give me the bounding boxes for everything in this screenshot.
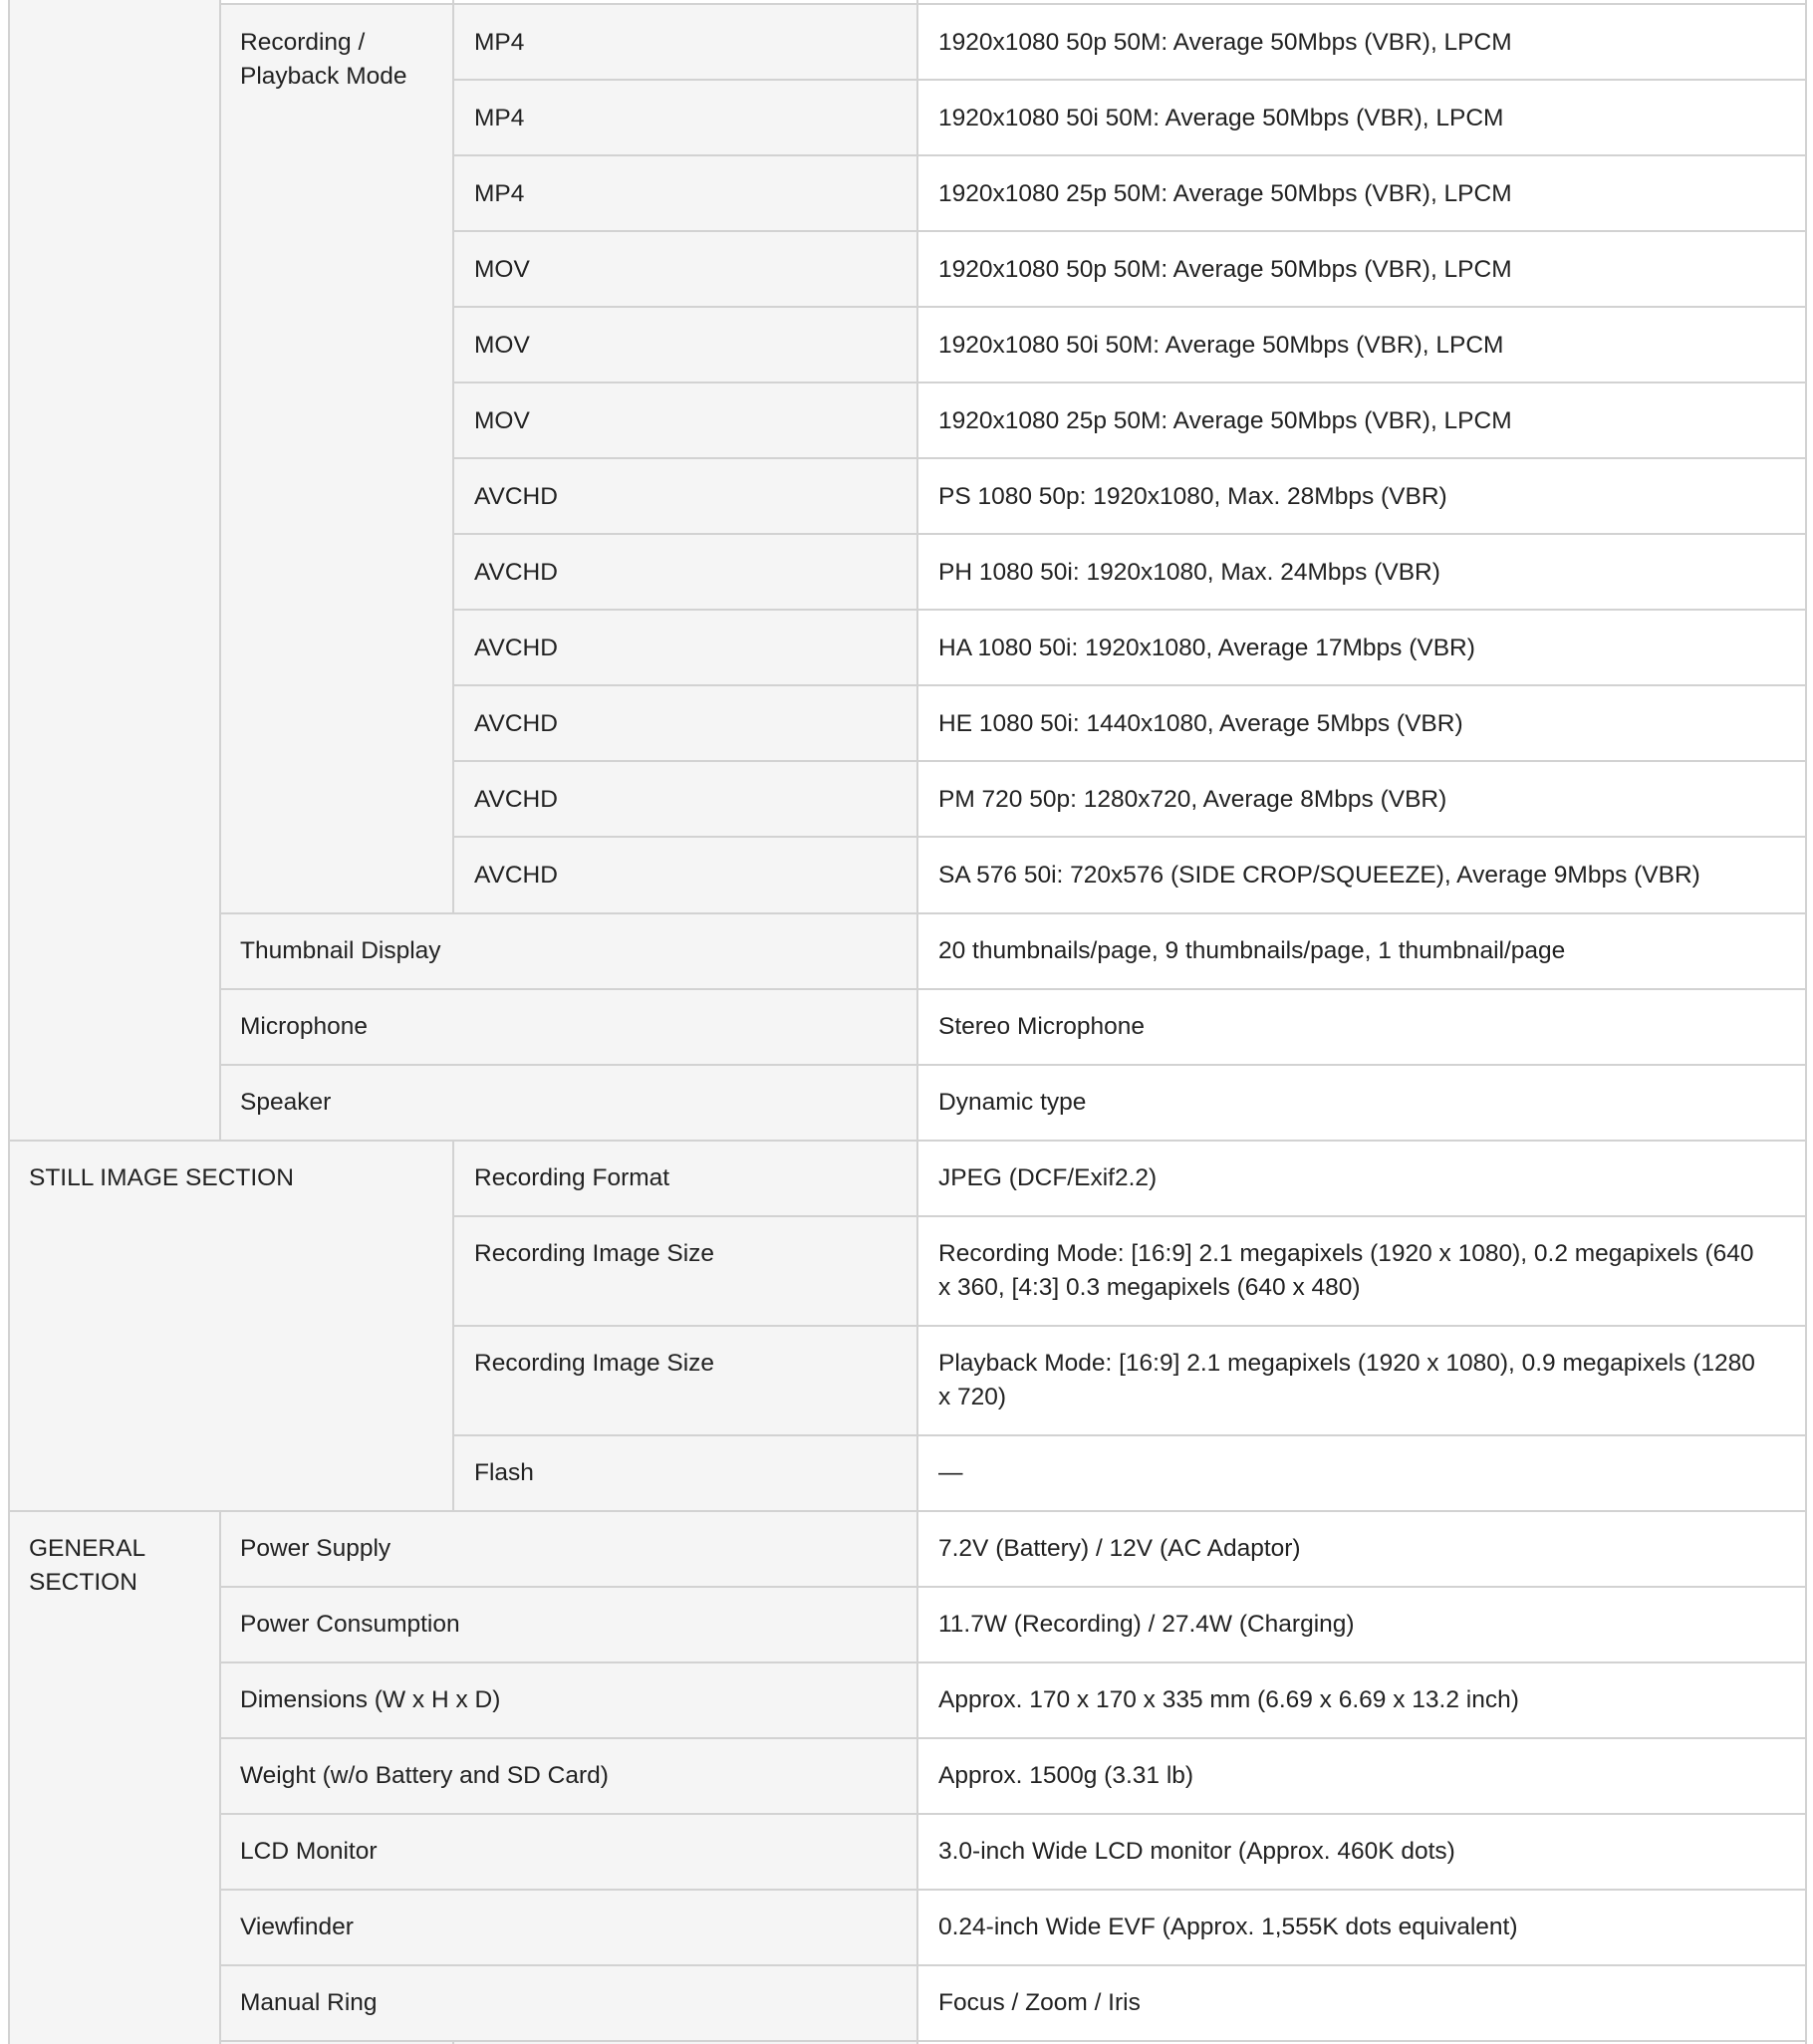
spec-value-cell: 7.2V (Battery) / 12V (AC Adaptor) [918,1510,1807,1586]
row-divider [454,836,1807,838]
video-section-header [10,0,221,1142]
spec-label-cell: Dimensions (W x H x D) [221,1661,918,1737]
row-divider [8,1140,1807,1142]
format-cell: AVCHD [454,610,918,685]
spec-value-cell: 1920x1080 50p 50M: Average 50Mbps (VBR), LPCM [918,231,1807,307]
format-cell: MP4 [454,155,918,231]
format-cell: AVCHD [454,837,918,912]
spec-label-cell: Power Consumption [221,1586,918,1661]
row-divider [454,1434,1807,1436]
spec-value-cell: 1920x1080 50i 50M: Average 50Mbps (VBR), LPCM [918,307,1807,383]
spec-label-cell: Microphone [221,988,918,1064]
row-divider [8,1510,1807,1512]
spec-value-cell: 3.0-inch Wide LCD monitor (Approx. 460K dots) [918,1813,1807,1889]
recording-playback-mode-label: Recording / Playback Mode [221,4,454,914]
spec-label-cell: Speaker [221,1064,918,1140]
row-divider [221,1661,1807,1663]
row-divider [454,1325,1807,1327]
spec-label-cell: Recording Format [454,1140,918,1215]
row-divider [221,1813,1807,1815]
spec-label-cell: LCD Monitor [221,1813,918,1889]
row-divider [221,1889,1807,1891]
spec-label-cell: Manual Ring [221,1964,918,2040]
spec-value-cell: HA 1080 50i: 1920x1080, Average 17Mbps (VBR) [918,610,1807,685]
row-divider [454,306,1807,308]
general-section-title: GENERAL SECTION [10,1510,221,2044]
format-cell: MOV [454,383,918,458]
spec-value-cell: 1920x1080 50i 50M: Average 50Mbps (VBR), LPCM [918,80,1807,155]
spec-label-cell: Thumbnail Display [221,912,918,988]
spec-label-cell: Recording Image Size [454,1215,918,1325]
row-divider [454,760,1807,762]
column-divider [219,0,221,1142]
spec-value-cell: SA 576 50i: 720x576 (SIDE CROP/SQUEEZE), Average 9Mbps (VBR) [918,837,1807,912]
format-cell: MP4 [454,80,918,155]
format-cell: MOV [454,231,918,307]
format-cell: MP4 [454,4,918,80]
row-divider [221,2040,1807,2042]
spec-label-cell: Flash [454,1434,918,1510]
row-divider [221,1586,1807,1588]
row-divider [454,79,1807,81]
row-divider [221,988,1807,990]
format-cell: MOV [454,307,918,383]
still-image-section-title: STILL IMAGE SECTION [10,1140,454,1510]
spec-value-cell: Stereo Microphone [918,988,1807,1064]
spec-value-cell: Approx. 1500g (3.31 lb) [918,1737,1807,1813]
spec-value-cell: Focus / Zoom / Iris [918,1964,1807,2040]
spec-label-cell: Viewfinder [221,1889,918,1964]
spec-value-cell: 1920x1080 25p 50M: Average 50Mbps (VBR), LPCM [918,383,1807,458]
row-divider [454,154,1807,156]
format-cell: AVCHD [454,685,918,761]
row-divider [454,533,1807,535]
table-border-left [8,0,10,2044]
row-divider [454,382,1807,383]
spec-value-cell: Approx. 170 x 170 x 335 mm (6.69 x 6.69 x 13.2 inch) [918,1661,1807,1737]
spec-value-cell: 1920x1080 50p 50M: Average 50Mbps (VBR), LPCM [918,4,1807,80]
format-cell: AVCHD [454,761,918,837]
spec-value-cell: PH 1080 50i: 1920x1080, Max. 24Mbps (VBR) [918,534,1807,610]
spec-label-cell: Recording Image Size [454,1325,918,1434]
spec-value-cell: 11.7W (Recording) / 27.4W (Charging) [918,1586,1807,1661]
row-divider [221,912,1807,914]
row-divider [454,684,1807,686]
spec-value-cell: Dynamic type [918,1064,1807,1140]
spec-value-cell: Playback Mode: [16:9] 2.1 megapixels (1920 x 1080), 0.9 megapixels (1280 x 720) [918,1325,1807,1434]
row-divider [454,457,1807,459]
spec-value-cell: PS 1080 50p: 1920x1080, Max. 28Mbps (VBR) [918,458,1807,534]
format-cell: AVCHD [454,458,918,534]
row-divider [221,1737,1807,1739]
spec-label-cell: Power Supply [221,1510,918,1586]
spec-value-cell: 0.24-inch Wide EVF (Approx. 1,555K dots equivalent) [918,1889,1807,1964]
spec-value-cell: JPEG (DCF/Exif2.2) [918,1140,1807,1215]
row-divider [221,3,1807,5]
spec-value-cell: Recording Mode: [16:9] 2.1 megapixels (1920 x 1080), 0.2 megapixels (640 x 360, [4:3] 0.3 megapixels (640 x 480) [918,1215,1807,1325]
spec-value-cell: HE 1080 50i: 1440x1080, Average 5Mbps (VBR) [918,685,1807,761]
spec-value-cell: 20 thumbnails/page, 9 thumbnails/page, 1 thumbnail/page [918,912,1807,988]
row-divider [454,1215,1807,1217]
spec-value-cell: PM 720 50p: 1280x720, Average 8Mbps (VBR) [918,761,1807,837]
spec-label-cell: Weight (w/o Battery and SD Card) [221,1737,918,1813]
spec-value-cell: — [918,1434,1807,1510]
spec-value-cell: 1920x1080 25p 50M: Average 50Mbps (VBR), LPCM [918,155,1807,231]
row-divider [221,1064,1807,1066]
row-divider [454,609,1807,611]
row-divider [454,230,1807,232]
row-divider [221,1964,1807,1966]
format-cell: AVCHD [454,534,918,610]
